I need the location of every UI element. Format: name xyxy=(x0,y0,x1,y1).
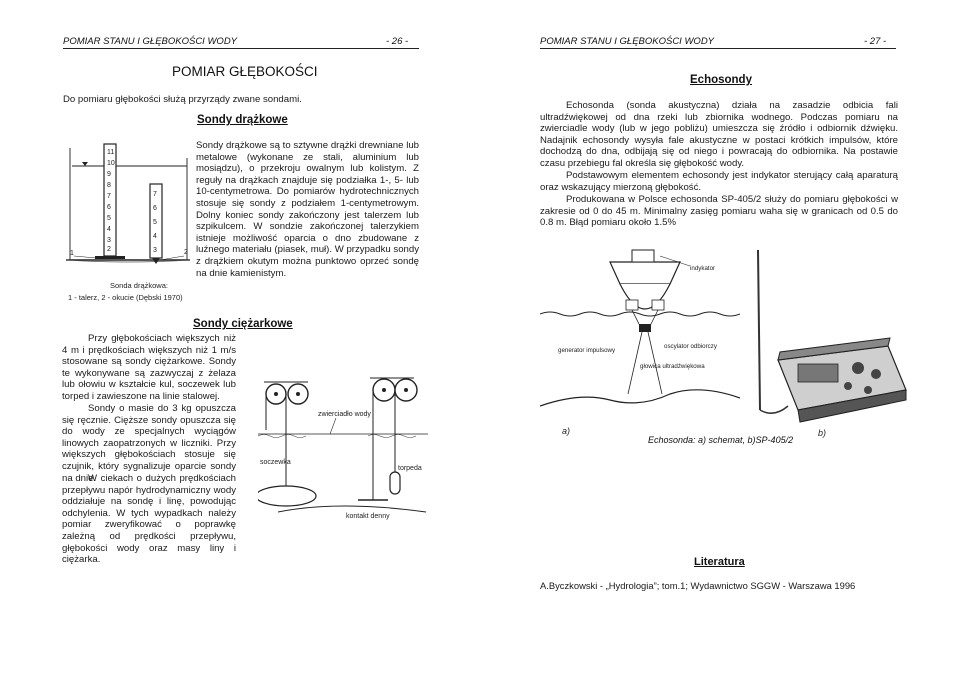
echosounder-paragraph-2: Podstawowym elementem echosondy jest indykator sterujący całą aparaturą oraz wskazujący mierzoną głębokość. xyxy=(540,170,898,193)
intro-text: Do pomiaru głębokości służą przyrządy zwane sondami. xyxy=(63,94,302,105)
weight-probes-paragraph-2: Sondy o masie do 3 kg opuszcza się ręcznie. Cięższe sondy opuszcza się do wody ze specjalnych wyciągów linowych zaopatrzonych w liczniki. Przy większych głębokościach stosuje się czujnik, który sygnalizuje oparcie sondy na dnie. xyxy=(62,403,236,484)
rod-figure-caption-2: 1 - talerz, 2 - okucie (Dębski 1970) xyxy=(68,293,183,302)
scale-digit: 4 xyxy=(153,233,157,240)
rod-figure-caption-1: Sonda drążkowa: xyxy=(110,281,168,290)
label-torpedo: torpeda xyxy=(398,465,422,472)
scale-digit: 5 xyxy=(107,215,111,222)
weight-probes-paragraph-3: W ciekach o dużych prędkościach przepływu napór hydrodynamiczny wody oddziałuje na sondę i linę, powodując odchylenia. W tych wypadkach należy pomiar zweryfikować o poprawkę zależną od prędkości przepływu, głębokości wody oraz masy liny i ciężarka. xyxy=(62,473,236,566)
echosounder-heading: Echosondy xyxy=(690,74,752,86)
label-a: a) xyxy=(562,426,571,436)
weight-probe-figure xyxy=(258,372,428,532)
scale-digit: 7 xyxy=(107,193,111,200)
weight-probes-heading: Sondy ciężarkowe xyxy=(193,318,293,330)
label-contact: kontakt denny xyxy=(346,513,390,520)
scale-digit: 4 xyxy=(107,226,111,233)
figure-label-2: 2 xyxy=(184,249,188,256)
device-photo xyxy=(738,250,913,440)
left-header-title: POMIAR STANU I GŁĘBOKOŚCI WODY xyxy=(63,36,238,47)
left-header-rule xyxy=(63,48,419,49)
scale-digit: 2 xyxy=(107,246,111,253)
scale-digit: 6 xyxy=(107,204,111,211)
left-page xyxy=(0,0,479,676)
left-page-number: - 26 - xyxy=(386,36,409,47)
rod-probes-text: Sondy drążkowe są to sztywne drążki drewniane lub metalowe (wykonane ze stali, aluminium lub mosiądzu), o przekroju owalnym lub kolistym. Z reguły na drążkach znajduje się podziałka 1-, 5- lub 10-centymetrowa. Do pomiarów hydrotechnicznych stosuje się sondy z podziałem 1-centymetrowym. Dolny koniec sondy zakończony jest talerzem lub szpikulcem. W sondzie zakończonej talerzykiem istnieje możliwość oparcia o dno zbudowane z luźnego materiału (piasek, muł). W przypadku sondy z drążkiem okutym można punktowo oprzeć sondę na dnie kamienistym. xyxy=(196,140,419,279)
rod-probes-heading: Sondy drążkowe xyxy=(197,114,288,126)
right-header-title: POMIAR STANU I GŁĘBOKOŚCI WODY xyxy=(540,36,715,47)
label-generator: generator impulsowy xyxy=(558,347,616,354)
label-indicator: indykator xyxy=(690,265,716,272)
scale-digit: 3 xyxy=(107,237,111,244)
scale-digit: 9 xyxy=(107,171,111,178)
scale-digit: 10 xyxy=(107,160,115,167)
scale-digit: 11 xyxy=(107,149,115,156)
figure-label-1: 1 xyxy=(70,250,74,257)
echosounder-paragraph-3: Produkowana w Polsce echosonda SP-405/2 służy do pomiaru głębokości w zakresie od 0 do 45 m. Minimalny zasięg pomiaru waha się w granicach od 0.5 do 0.8 m. Błąd pomiaru około 1.5% xyxy=(540,194,898,229)
weight-probes-paragraph-1: Przy głębokościach większych niż 4 m i prędkościach większych niż 1 m/s stosowane są sondy ciężarkowe. Sondy te wykonywane są zazwyczaj z żelaza lub ołowiu w kształcie kul, soczewek lub torped i zawieszone na linie stalowej. xyxy=(62,333,236,402)
scale-digit: 6 xyxy=(153,205,157,212)
literature-text: A.Byczkowski - „Hydrologia”; tom.1; Wydawnictwo SGGW - Warszawa 1996 xyxy=(540,580,856,591)
scale-digit: 3 xyxy=(153,247,157,254)
scale-digit: 5 xyxy=(153,219,157,226)
right-page-number: - 27 - xyxy=(864,36,887,47)
right-page xyxy=(480,0,959,676)
label-head: głowica ultradźwiękowa xyxy=(640,363,705,370)
label-lens: soczewka xyxy=(260,459,291,466)
label-b: b) xyxy=(818,428,827,438)
echosounder-figure-caption: Echosonda: a) schemat, b)SP-405/2 xyxy=(648,435,794,445)
rod-probe-figure xyxy=(62,138,194,308)
page-title: POMIAR GŁĘBOKOŚCI xyxy=(172,64,318,79)
scale-digit: 7 xyxy=(153,191,157,198)
scale-digit: 8 xyxy=(107,182,111,189)
right-header-rule xyxy=(540,48,896,49)
label-oscillator: oscylator odbiorczy xyxy=(664,343,717,350)
literature-heading: Literatura xyxy=(694,556,745,568)
echosounder-paragraph-1: Echosonda (sonda akustyczna) działa na zasadzie odbicia fali ultradźwiękowej od dna rzeki lub zbiornika wodnego. Podczas pomiaru na zwierciadle wody (lub w jego pobliżu) umieszcza się źródło i odbiornik dźwięku. Nadajnik echosondy wysyła fale akustyczne w postaci krótkich impulsów, które dochodzą do dna, odbijają się od niego i powracają do odbiornika. Na postawie czasu przebiegu fal określa się głębokość wody. xyxy=(540,100,898,169)
label-mirror: zwierciadło wody xyxy=(318,411,371,418)
echosounder-schematic xyxy=(540,222,740,442)
